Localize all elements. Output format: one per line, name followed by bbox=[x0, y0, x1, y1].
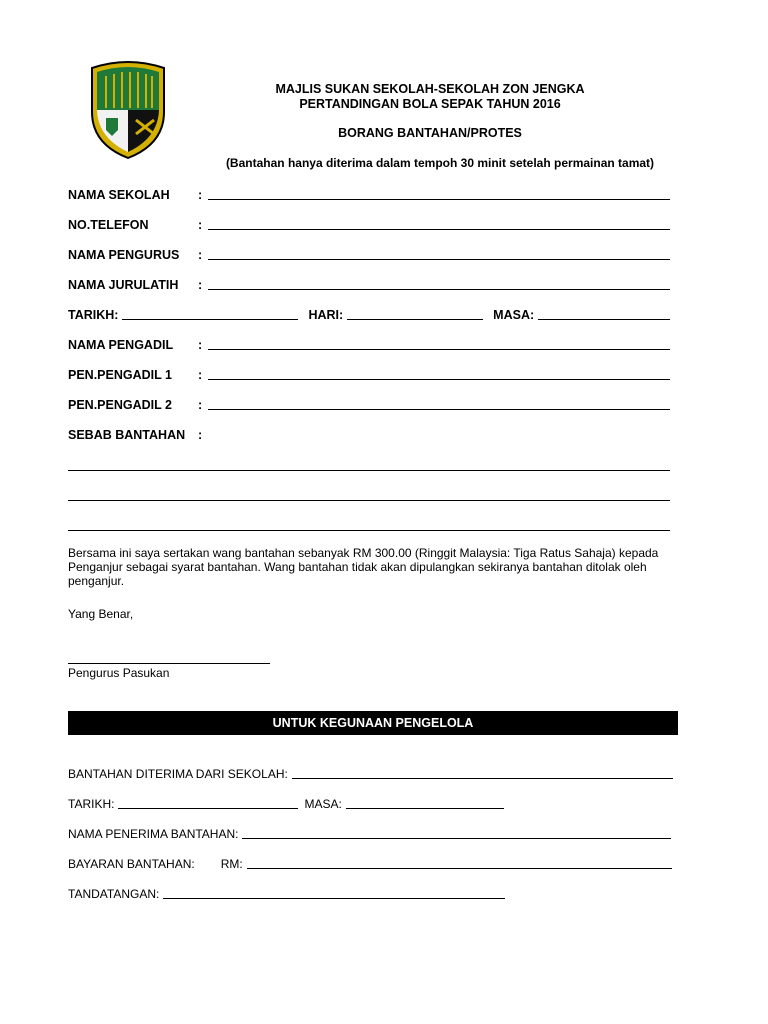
field-label: NAMA PENGURUS bbox=[68, 248, 180, 262]
field-label: NAMA SEKOLAH bbox=[68, 188, 170, 202]
declaration-text: Bersama ini saya sertakan wang bantahan sebanyak RM 300.00 (Ringgit Malaysia: Tiga Ratus Sahaja) kepada Penganjur sebagai syarat bantahan. Wang bantahan tidak akan dipulangkan sekiranya bantahan ditolak oleh penganjur. bbox=[68, 546, 659, 588]
admin-label: BANTAHAN DITERIMA DARI SEKOLAH: bbox=[68, 767, 288, 781]
field-label: NAMA PENGADIL bbox=[68, 338, 174, 352]
admin-section-header bbox=[68, 711, 678, 735]
field-label: PEN.PENGADIL 1 bbox=[68, 368, 172, 382]
fill-line[interactable] bbox=[163, 886, 505, 899]
field-nama-jurulatih[interactable] bbox=[68, 274, 670, 292]
school-sports-crest-icon bbox=[88, 60, 168, 160]
field-colon: : bbox=[198, 338, 203, 352]
admin-section-title: UNTUK KEGUNAAN PENGELOLA bbox=[272, 716, 474, 730]
field-label: NAMA JURULATIH bbox=[68, 278, 179, 292]
masa-label: MASA: bbox=[493, 308, 535, 322]
field-tarikh-hari-masa[interactable] bbox=[68, 304, 670, 322]
field-colon: : bbox=[198, 398, 203, 412]
admin-tandatangan-row[interactable] bbox=[68, 883, 505, 901]
field-sebab-bantahan bbox=[68, 424, 670, 442]
reason-line[interactable] bbox=[68, 530, 670, 531]
closing-text: Yang Benar, bbox=[68, 607, 134, 621]
reason-line[interactable] bbox=[68, 470, 670, 471]
field-pen-pengadil-1[interactable] bbox=[68, 364, 670, 382]
deadline-note: (Bantahan hanya diterima dalam tempoh 30 minit setelah permainan tamat) bbox=[225, 156, 655, 170]
field-colon: : bbox=[198, 218, 203, 232]
fill-line[interactable] bbox=[208, 217, 670, 230]
signature-label: Pengurus Pasukan bbox=[68, 666, 170, 680]
admin-label: BAYARAN BANTAHAN: bbox=[68, 857, 195, 871]
field-colon: : bbox=[198, 428, 203, 442]
form-title: BORANG BANTAHAN/PROTES bbox=[338, 126, 522, 140]
fill-line[interactable] bbox=[208, 187, 670, 200]
field-label: SEBAB BANTAHAN bbox=[68, 428, 186, 442]
council-title: MAJLIS SUKAN SEKOLAH-SEKOLAH ZON JENGKA bbox=[275, 82, 585, 96]
tournament-title: PERTANDINGAN BOLA SEPAK TAHUN 2016 bbox=[299, 97, 561, 111]
admin-masa-label: MASA: bbox=[304, 797, 342, 811]
admin-bayaran-row[interactable] bbox=[68, 853, 672, 871]
fill-line[interactable] bbox=[118, 796, 298, 809]
field-colon: : bbox=[198, 278, 203, 292]
fill-line[interactable] bbox=[247, 856, 672, 869]
admin-diterima-row[interactable] bbox=[68, 763, 673, 781]
admin-label: NAMA PENERIMA BANTAHAN: bbox=[68, 827, 239, 841]
fill-line[interactable] bbox=[208, 337, 670, 350]
fill-line[interactable] bbox=[208, 367, 670, 380]
fill-line[interactable] bbox=[208, 277, 670, 290]
admin-label: TANDATANGAN: bbox=[68, 887, 160, 901]
masa-line[interactable] bbox=[538, 307, 670, 320]
fill-line[interactable] bbox=[292, 766, 673, 779]
form-header bbox=[190, 82, 670, 141]
tarikh-line[interactable] bbox=[122, 307, 298, 320]
field-nama-pengadil[interactable] bbox=[68, 334, 670, 352]
admin-penerima-row[interactable] bbox=[68, 823, 671, 841]
field-colon: : bbox=[198, 368, 203, 382]
fill-line[interactable] bbox=[346, 796, 504, 809]
field-colon: : bbox=[198, 188, 203, 202]
field-label: PEN.PENGADIL 2 bbox=[68, 398, 172, 412]
hari-line[interactable] bbox=[347, 307, 483, 320]
reason-line[interactable] bbox=[68, 500, 670, 501]
tarikh-label: TARIKH: bbox=[68, 308, 119, 322]
admin-tarikh-masa-row[interactable] bbox=[68, 793, 504, 811]
signature-line[interactable] bbox=[68, 663, 270, 664]
field-nama-pengurus[interactable] bbox=[68, 244, 670, 262]
fill-line[interactable] bbox=[208, 397, 670, 410]
admin-rm-label: RM: bbox=[220, 857, 243, 871]
fill-line[interactable] bbox=[208, 247, 670, 260]
field-colon: : bbox=[198, 248, 203, 262]
field-pen-pengadil-2[interactable] bbox=[68, 394, 670, 412]
admin-tarikh-label: TARIKH: bbox=[68, 797, 115, 811]
field-nama-sekolah[interactable] bbox=[68, 184, 670, 202]
fill-line[interactable] bbox=[242, 826, 671, 839]
field-label: NO.TELEFON bbox=[68, 218, 149, 232]
field-no-telefon[interactable] bbox=[68, 214, 670, 232]
hari-label: HARI: bbox=[308, 308, 344, 322]
